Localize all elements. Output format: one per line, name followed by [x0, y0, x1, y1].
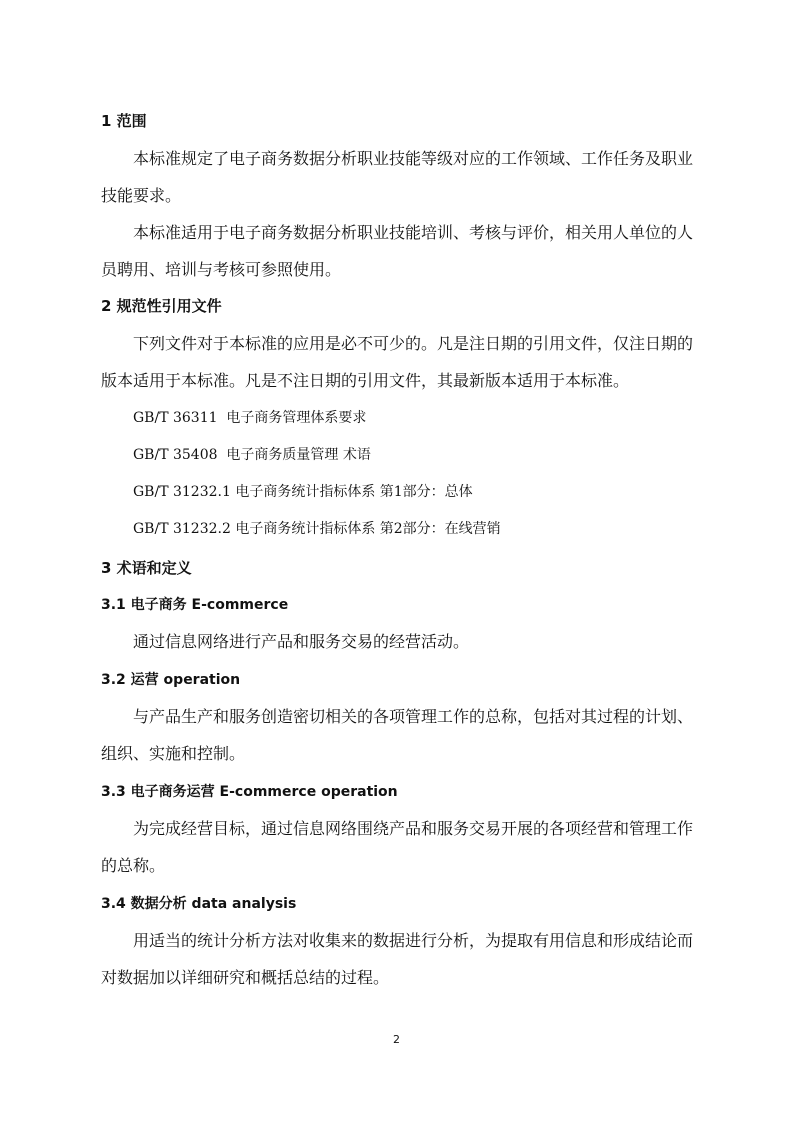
term-heading: 3.1 电子商务 E-commerce: [101, 597, 289, 613]
term-heading: 3.3 电子商务运营 E-commerce operation: [101, 784, 398, 800]
term-heading: 3.2 运营 operation: [101, 672, 241, 688]
term-definition: 为完成经营目标，通过信息网络围绕产品和服务交易开展的各项经营和管理工作: [133, 819, 694, 838]
term-definition: 用适当的统计分析方法对收集来的数据进行分析，为提取有用信息和形成结论而: [133, 931, 694, 950]
term-heading: 3.4 数据分析 data analysis: [101, 896, 297, 912]
paragraph-line: 本标准规定了电子商务数据分析职业技能等级对应的工作领域、工作任务及职业: [133, 149, 694, 168]
term-definition: 组织、实施和控制。: [101, 744, 246, 763]
paragraph-line: 技能要求。: [101, 186, 182, 205]
paragraph-line: 下列文件对于本标准的应用是必不可少的。凡是注日期的引用文件，仅注日期的: [133, 334, 694, 353]
term-definition: 通过信息网络进行产品和服务交易的经营活动。: [133, 632, 470, 651]
reference-item: GB/T 35408 电子商务质量管理 术语: [133, 447, 371, 463]
term-definition: 对数据加以详细研究和概括总结的过程。: [101, 968, 390, 987]
page-number: 2: [393, 1033, 400, 1046]
term-definition: 的总称。: [101, 856, 166, 875]
section-heading-terms: 3 术语和定义: [101, 559, 192, 577]
reference-item: GB/T 31232.1 电子商务统计指标体系 第1部分：总体: [133, 484, 473, 500]
paragraph-line: 本标准适用于电子商务数据分析职业技能培训、考核与评价，相关用人单位的人: [133, 223, 694, 242]
paragraph-line: 版本适用于本标准。凡是不注日期的引用文件，其最新版本适用于本标准。: [101, 371, 630, 390]
term-definition: 与产品生产和服务创造密切相关的各项管理工作的总称，包括对其过程的计划、: [133, 707, 694, 726]
paragraph-line: 员聘用、培训与考核可参照使用。: [101, 260, 342, 279]
section-heading-scope: 1 范围: [101, 112, 147, 130]
reference-item: GB/T 36311 电子商务管理体系要求: [133, 410, 367, 426]
section-heading-normative-references: 2 规范性引用文件: [101, 297, 222, 315]
reference-item: GB/T 31232.2 电子商务统计指标体系 第2部分：在线营销: [133, 521, 501, 537]
